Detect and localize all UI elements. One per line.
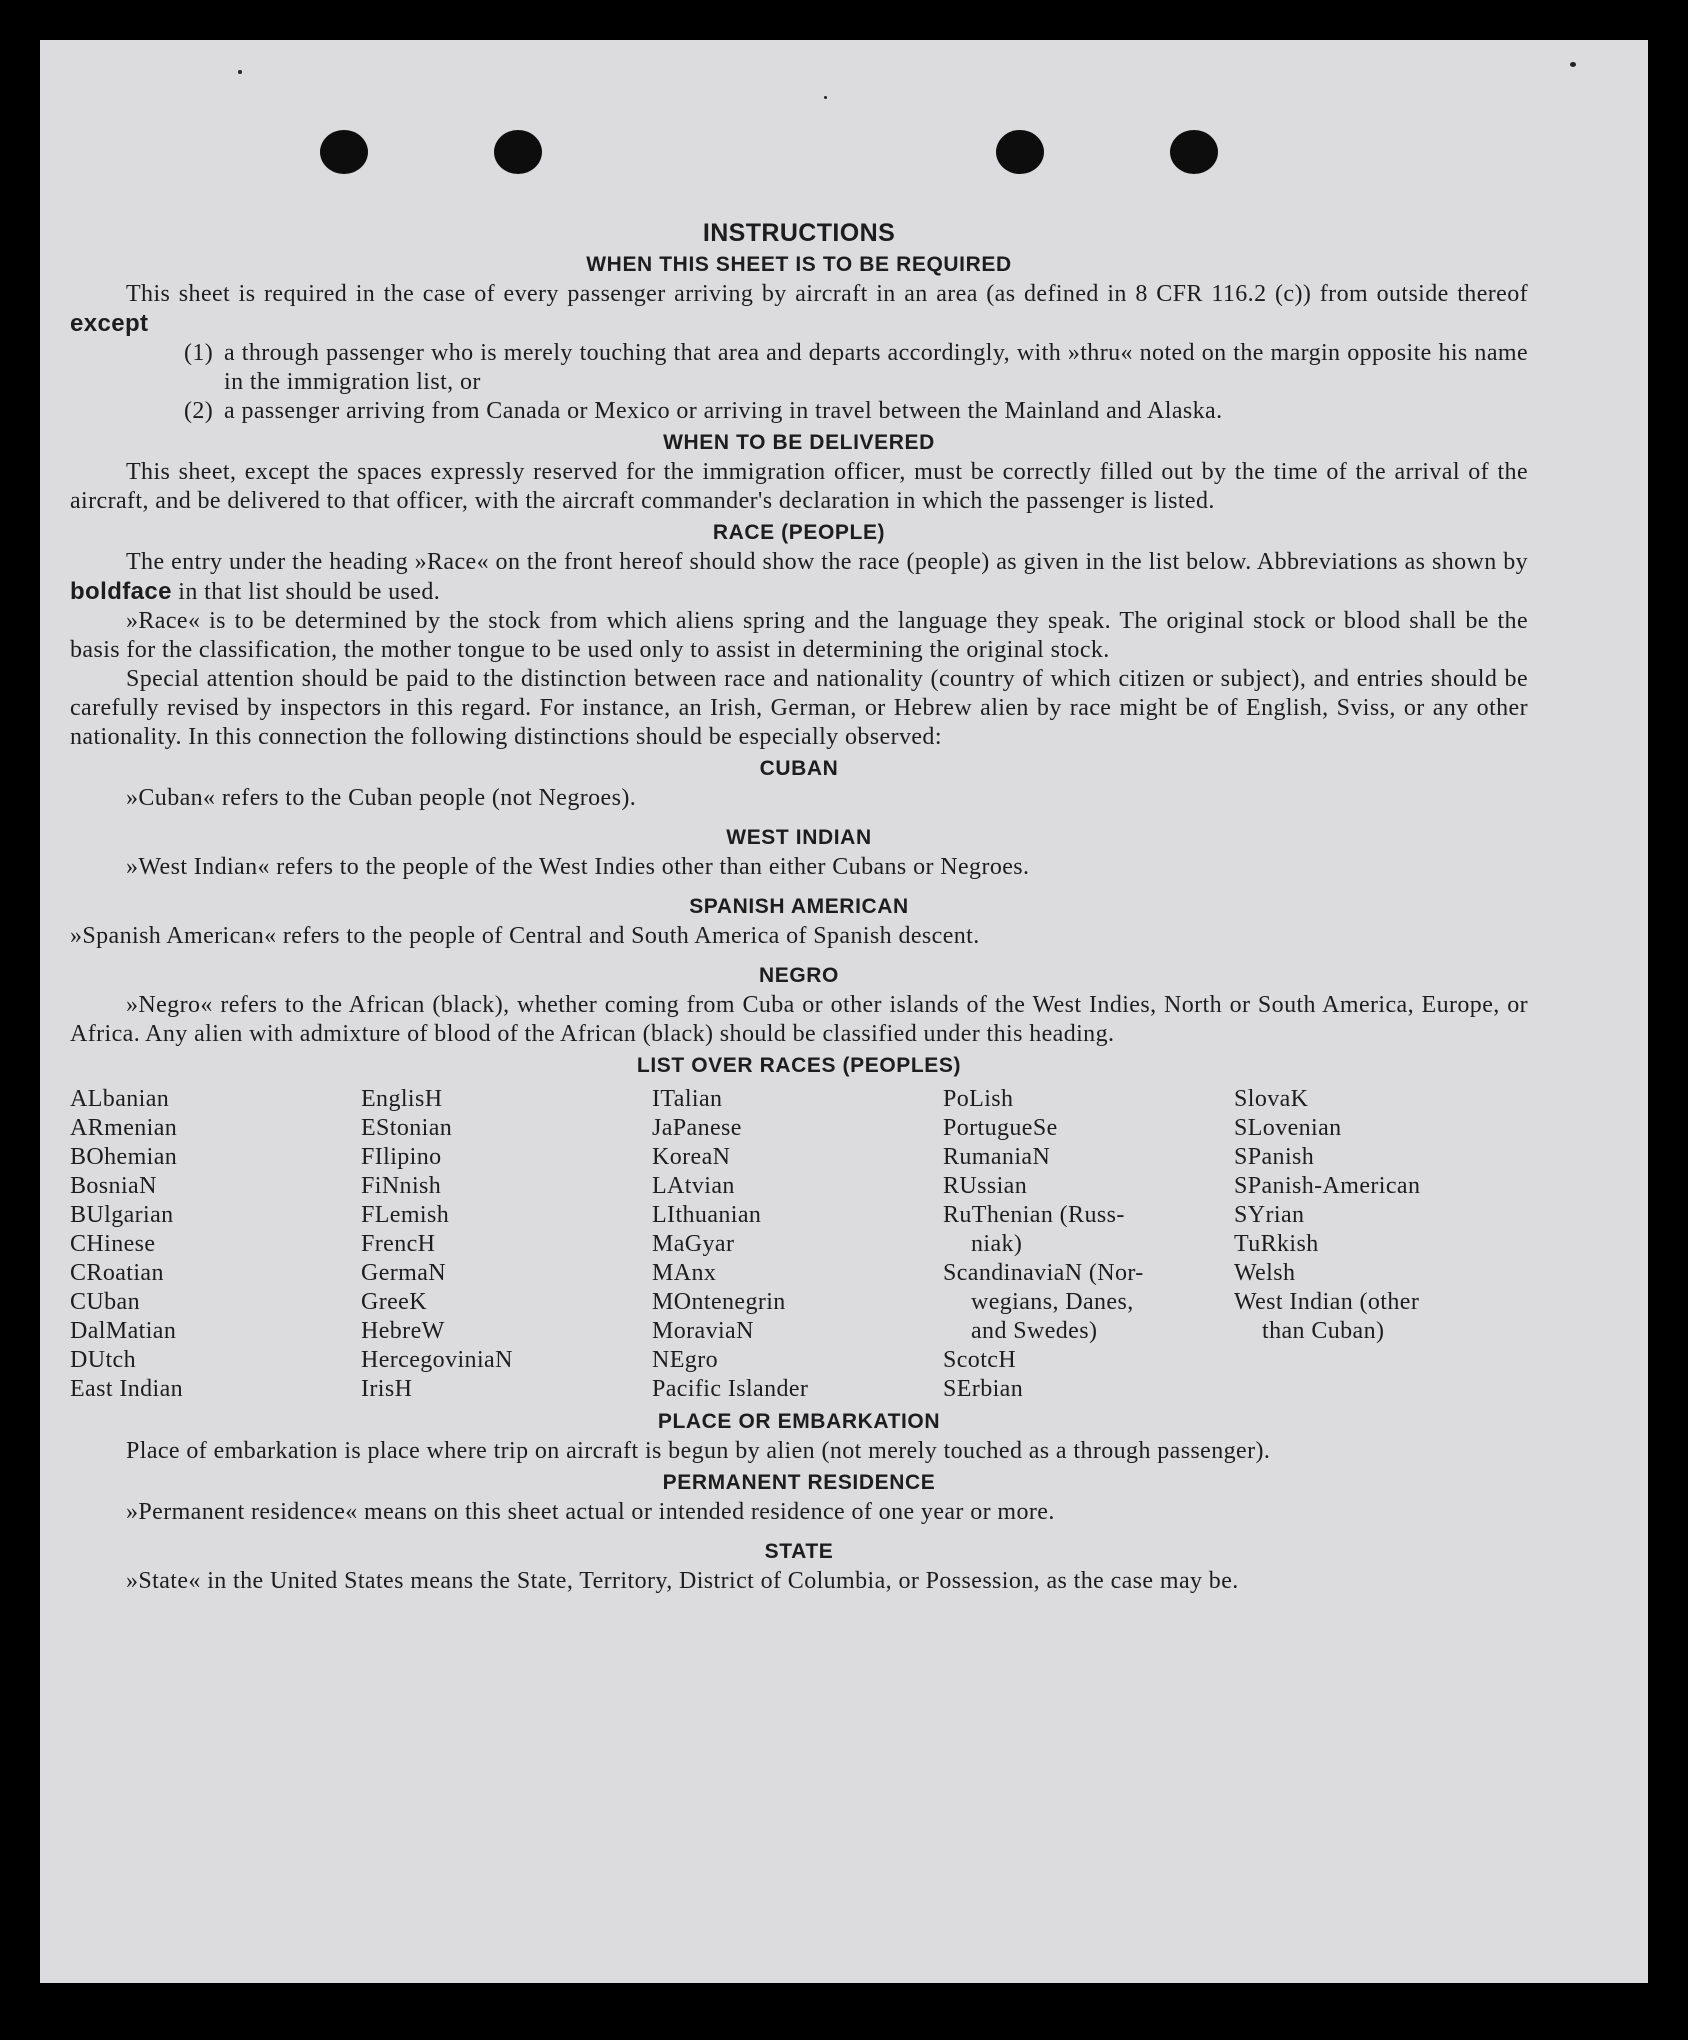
paragraph: This sheet is required in the case of every passenger arriving by aircraft in an area (as defined in 8 CFR 116.2 (c)) from outside thereof except bbox=[70, 281, 1528, 337]
race-entry: ALbanian bbox=[70, 1086, 170, 1112]
section-heading: RACE (PEOPLE) bbox=[712, 521, 886, 544]
race-entry: niak) bbox=[971, 1231, 1023, 1257]
race-entry: wegians, Danes, bbox=[971, 1289, 1134, 1315]
race-entry: West Indian (other bbox=[1234, 1289, 1420, 1315]
race-entry: CHinese bbox=[70, 1231, 156, 1257]
section-heading: LIST OVER RACES (PEOPLES) bbox=[636, 1054, 962, 1077]
paragraph: »Race« is to be determined by the stock from which aliens spring and the language they speak. The original stock or blood shall be the basis for the classification, the mother tongue to be used only to assist in determining the original stock. bbox=[70, 608, 1528, 663]
race-entry: ITalian bbox=[652, 1086, 723, 1112]
race-entry: Welsh bbox=[1234, 1260, 1296, 1286]
race-entry: GermaN bbox=[361, 1260, 447, 1286]
race-entry: BOhemian bbox=[70, 1144, 178, 1170]
race-entry: DalMatian bbox=[70, 1318, 177, 1344]
race-entry: BUlgarian bbox=[70, 1202, 174, 1228]
race-entry: FrencH bbox=[361, 1231, 436, 1257]
race-entry: RUssian bbox=[943, 1173, 1028, 1199]
race-entry: ScotcH bbox=[943, 1347, 1017, 1373]
races-list bbox=[70, 1085, 1528, 1404]
instructions-body bbox=[70, 218, 1528, 1596]
races-column bbox=[652, 1085, 943, 1404]
numbered-list bbox=[184, 339, 1528, 426]
races-column bbox=[943, 1085, 1234, 1404]
race-entry: SPanish-American bbox=[1234, 1173, 1421, 1199]
race-entry: BosniaN bbox=[70, 1173, 157, 1199]
race-entry: SlovaK bbox=[1234, 1086, 1309, 1112]
race-entry: ScandinaviaN (Nor- bbox=[943, 1260, 1144, 1286]
race-entry: FIlipino bbox=[361, 1144, 442, 1170]
paragraph: This sheet, except the spaces expressly reserved for the immigration officer, must be correctly filled out by the time of the arrival of the aircraft, and be delivered to that officer, with the aircraft commander's declaration in which the passenger is listed. bbox=[70, 459, 1528, 514]
race-entry: RumaniaN bbox=[943, 1144, 1051, 1170]
race-entry: East Indian bbox=[70, 1376, 184, 1402]
races-column bbox=[70, 1085, 361, 1404]
scan-speck bbox=[238, 70, 242, 74]
race-entry: SLovenian bbox=[1234, 1115, 1342, 1141]
section-heading: STATE bbox=[764, 1540, 834, 1563]
paragraph: »Spanish American« refers to the people of Central and South America of Spanish descent. bbox=[70, 923, 980, 949]
race-entry: CUban bbox=[70, 1289, 140, 1315]
section-heading: WEST INDIAN bbox=[726, 826, 872, 849]
race-entry: MaGyar bbox=[652, 1231, 735, 1257]
race-entry: PoLish bbox=[943, 1086, 1014, 1112]
section-heading: PERMANENT RESIDENCE bbox=[662, 1471, 936, 1494]
paragraph: »Negro« refers to the African (black), whether coming from Cuba or other islands of the West Indies, North or South America, Europe, or Africa. Any alien with admixture of blood of the African (black) should be classified under this heading. bbox=[70, 992, 1528, 1047]
race-entry: MAnx bbox=[652, 1260, 717, 1286]
race-entry: FiNnish bbox=[361, 1173, 442, 1199]
race-entry: and Swedes) bbox=[971, 1318, 1098, 1344]
scan-speck bbox=[824, 96, 827, 99]
race-entry: HebreW bbox=[361, 1318, 445, 1344]
paragraph: »West Indian« refers to the people of the West Indies other than either Cubans or Negroes. bbox=[126, 854, 1030, 880]
race-entry: GreeK bbox=[361, 1289, 427, 1315]
punch-hole bbox=[494, 130, 542, 174]
race-entry: MOntenegrin bbox=[652, 1289, 786, 1315]
race-entry: than Cuban) bbox=[1262, 1318, 1385, 1344]
races-column bbox=[361, 1085, 652, 1404]
race-entry: LAtvian bbox=[652, 1173, 735, 1199]
scan-speck bbox=[1570, 62, 1576, 67]
section-heading: SPANISH AMERICAN bbox=[689, 895, 909, 918]
race-entry: Pacific Islander bbox=[652, 1376, 809, 1402]
punch-hole bbox=[1170, 130, 1218, 174]
list-item: (1) a through passenger who is merely touching that area and departs accordingly, with »thru« noted on the margin opposite his name in the immigration list, or bbox=[184, 340, 1528, 395]
punch-hole bbox=[320, 130, 368, 174]
race-entry: IrisH bbox=[361, 1376, 413, 1402]
section-heading: PLACE OR EMBARKATION bbox=[657, 1410, 941, 1433]
race-entry: FLemish bbox=[361, 1202, 450, 1228]
race-entry: ARmenian bbox=[70, 1115, 178, 1141]
list-item: (2) a passenger arriving from Canada or Mexico or arriving in travel between the Mainland and Alaska. bbox=[184, 398, 1223, 424]
paragraph: »State« in the United States means the State, Territory, District of Columbia, or Possession, as the case may be. bbox=[126, 1568, 1239, 1594]
paragraph: Place of embarkation is place where trip on aircraft is begun by alien (not merely touched as a through passenger). bbox=[126, 1438, 1271, 1464]
race-entry: RuThenian (Russ- bbox=[943, 1202, 1125, 1228]
section-heading: NEGRO bbox=[758, 964, 839, 987]
race-entry: LIthuanian bbox=[652, 1202, 762, 1228]
paragraph: The entry under the heading »Race« on the front hereof should show the race (people) as given in the list below. Abbreviations as shown by boldface in that list should be used. bbox=[70, 549, 1528, 605]
race-entry: MoraviaN bbox=[652, 1318, 754, 1344]
race-entry: DUtch bbox=[70, 1347, 136, 1373]
paragraph: »Cuban« refers to the Cuban people (not Negroes). bbox=[126, 785, 637, 811]
race-entry: SPanish bbox=[1234, 1144, 1315, 1170]
race-entry: EStonian bbox=[361, 1115, 453, 1141]
section-heading: WHEN TO BE DELIVERED bbox=[663, 431, 935, 454]
race-entry: SYrian bbox=[1234, 1202, 1305, 1228]
race-entry: SErbian bbox=[943, 1376, 1024, 1402]
section-heading: WHEN THIS SHEET IS TO BE REQUIRED bbox=[586, 253, 1012, 276]
race-entry: EnglisH bbox=[361, 1086, 443, 1112]
page-title: INSTRUCTIONS bbox=[702, 219, 896, 247]
paragraph: »Permanent residence« means on this sheet actual or intended residence of one year or more. bbox=[126, 1499, 1055, 1525]
section-heading: CUBAN bbox=[759, 757, 839, 780]
paragraph: Special attention should be paid to the distinction between race and nationality (country of which citizen or subject), and entries should be carefully revised by inspectors in this regard. For instance, an Irish, German, or Hebrew alien by race might be of English, Sviss, or any other nationality. In this connection the following distinctions should be especially observed: bbox=[70, 666, 1528, 750]
race-entry: CRoatian bbox=[70, 1260, 164, 1286]
race-entry: TuRkish bbox=[1234, 1231, 1319, 1257]
race-entry: KoreaN bbox=[652, 1144, 731, 1170]
punch-hole bbox=[996, 130, 1044, 174]
race-entry: PortugueSe bbox=[943, 1115, 1058, 1141]
races-column bbox=[1234, 1085, 1525, 1404]
race-entry: JaPanese bbox=[652, 1115, 742, 1141]
race-entry: NEgro bbox=[652, 1347, 718, 1373]
race-entry: HercegoviniaN bbox=[361, 1347, 513, 1373]
document-page bbox=[40, 40, 1648, 1983]
